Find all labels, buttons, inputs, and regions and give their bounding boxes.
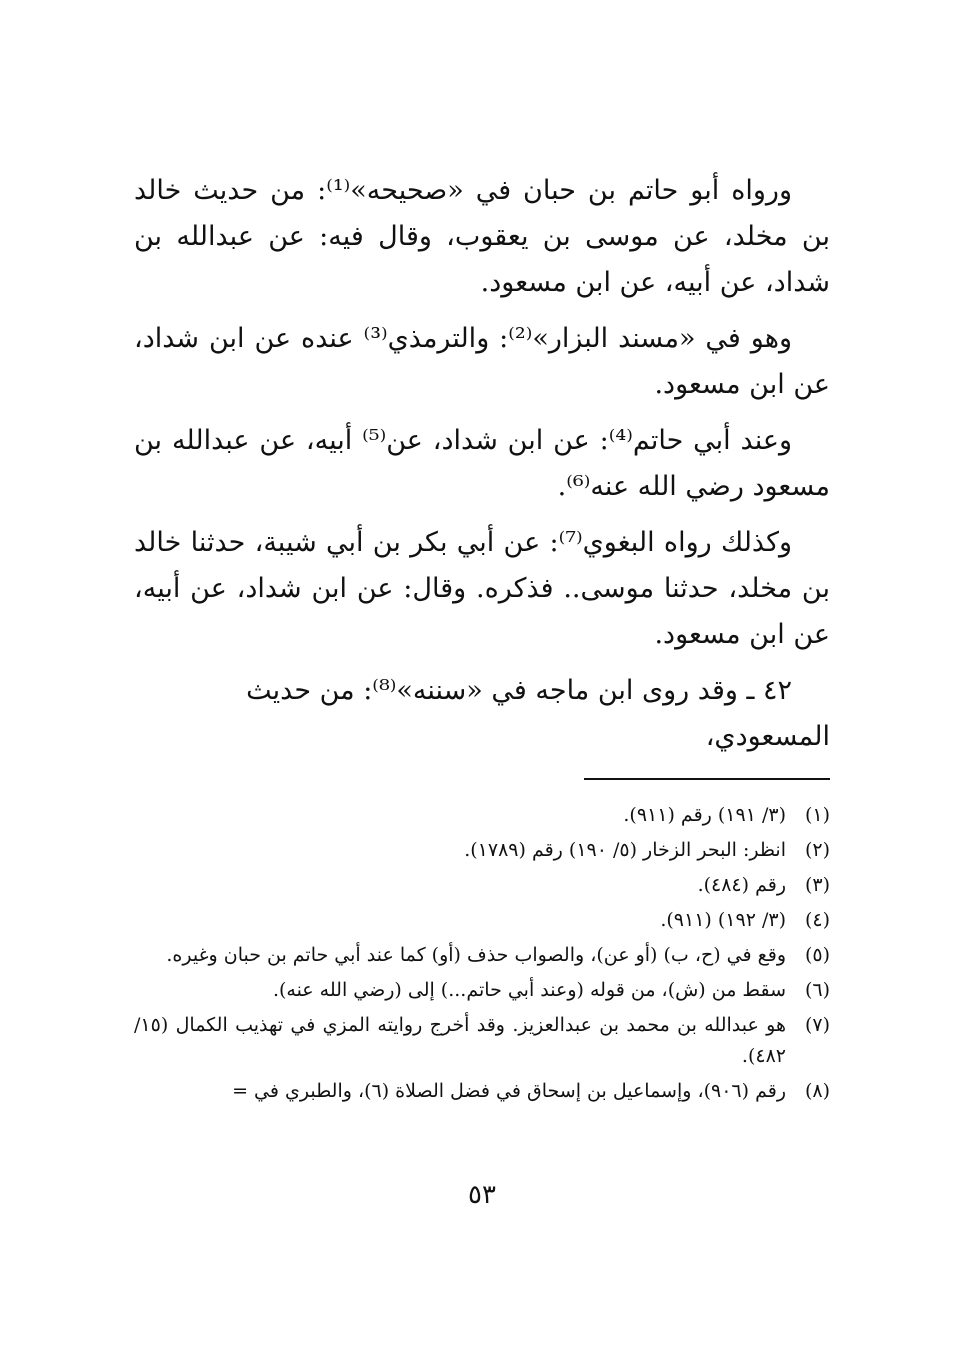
footnote [134, 975, 830, 1006]
footnote-text: (٣/ ١٩٢) (٩١١). [660, 909, 786, 931]
footnote [134, 800, 830, 831]
paragraph-2: وهو في «مسند البزار»⁽²⁾: والترمذي⁽³⁾ عنده عن ابن شداد، عن ابن مسعود. [134, 323, 830, 400]
footnote-number: (٧) [804, 1014, 830, 1036]
footnote [134, 1076, 830, 1107]
main-text [134, 168, 830, 770]
footnote-text: (٣/ ١٩١) رقم (٩١١). [623, 804, 786, 826]
footnote-text: وقع في (ح، ب) (أو عن)، والصواب حذف (أو) كما عند أبي حاتم بن حبان وغيره. [166, 944, 786, 966]
footnote-number: (٥) [804, 944, 830, 966]
footnote-text: رقم (٤٨٤). [697, 874, 786, 896]
paragraph-4: وكذلك رواه البغوي⁽⁷⁾: عن أبي بكر بن أبي شيبة، حدثنا خالد بن مخلد، حدثنا موسى.. فذكره. وقال: عن ابن شداد، عن أبيه، عن ابن مسعود. [134, 527, 830, 650]
footnote [134, 1010, 830, 1072]
footnote-text: سقط من (ش)، من قوله (وعند أبي حاتم...) إلى (رضي الله عنه). [272, 979, 786, 1001]
page-number: ٥٣ [468, 1180, 496, 1210]
footnote-number: (٦) [804, 979, 830, 1001]
footnote [134, 905, 830, 936]
footnote-number: (٤) [804, 909, 830, 931]
paragraph-1: ورواه أبو حاتم بن حبان في «صحيحه»⁽¹⁾: من حديث خالد بن مخلد، عن موسى بن يعقوب، وقال فيه: عن عبدالله بن شداد، عن أبيه، عن ابن مسعود. [134, 175, 830, 298]
footnote [134, 940, 830, 971]
footnote [134, 835, 830, 866]
footnote-text: هو عبدالله بن محمد بن عبدالعزيز. وقد أخرج روايته المزي في تهذيب الكمال (١٥/ ٤٨٢). [134, 1014, 786, 1067]
paragraph-5: ٤٢ ـ وقد روى ابن ماجه في «سننه»⁽⁸⁾: من حديث المسعودي، [246, 675, 830, 752]
footnotes [134, 800, 830, 1111]
footnote-number: (١) [804, 804, 830, 826]
footnote-number: (٣) [804, 874, 830, 896]
paragraph-3: وعند أبي حاتم⁽⁴⁾: عن ابن شداد، عن⁽⁵⁾ أبيه، عن عبدالله بن مسعود رضي الله عنه⁽⁶⁾. [134, 425, 830, 502]
footnote-text: انظر: البحر الزخار (٥/ ١٩٠) رقم (١٧٨٩). [464, 839, 786, 861]
footnote-number: (٢) [804, 839, 830, 861]
footnote-text: رقم (٩٠٦)، وإسماعيل بن إسحاق في فضل الصلاة (٦)، والطبري في = [232, 1080, 786, 1102]
footnote-divider [584, 778, 830, 780]
footnote [134, 870, 830, 901]
footnote-number: (٨) [804, 1080, 830, 1102]
